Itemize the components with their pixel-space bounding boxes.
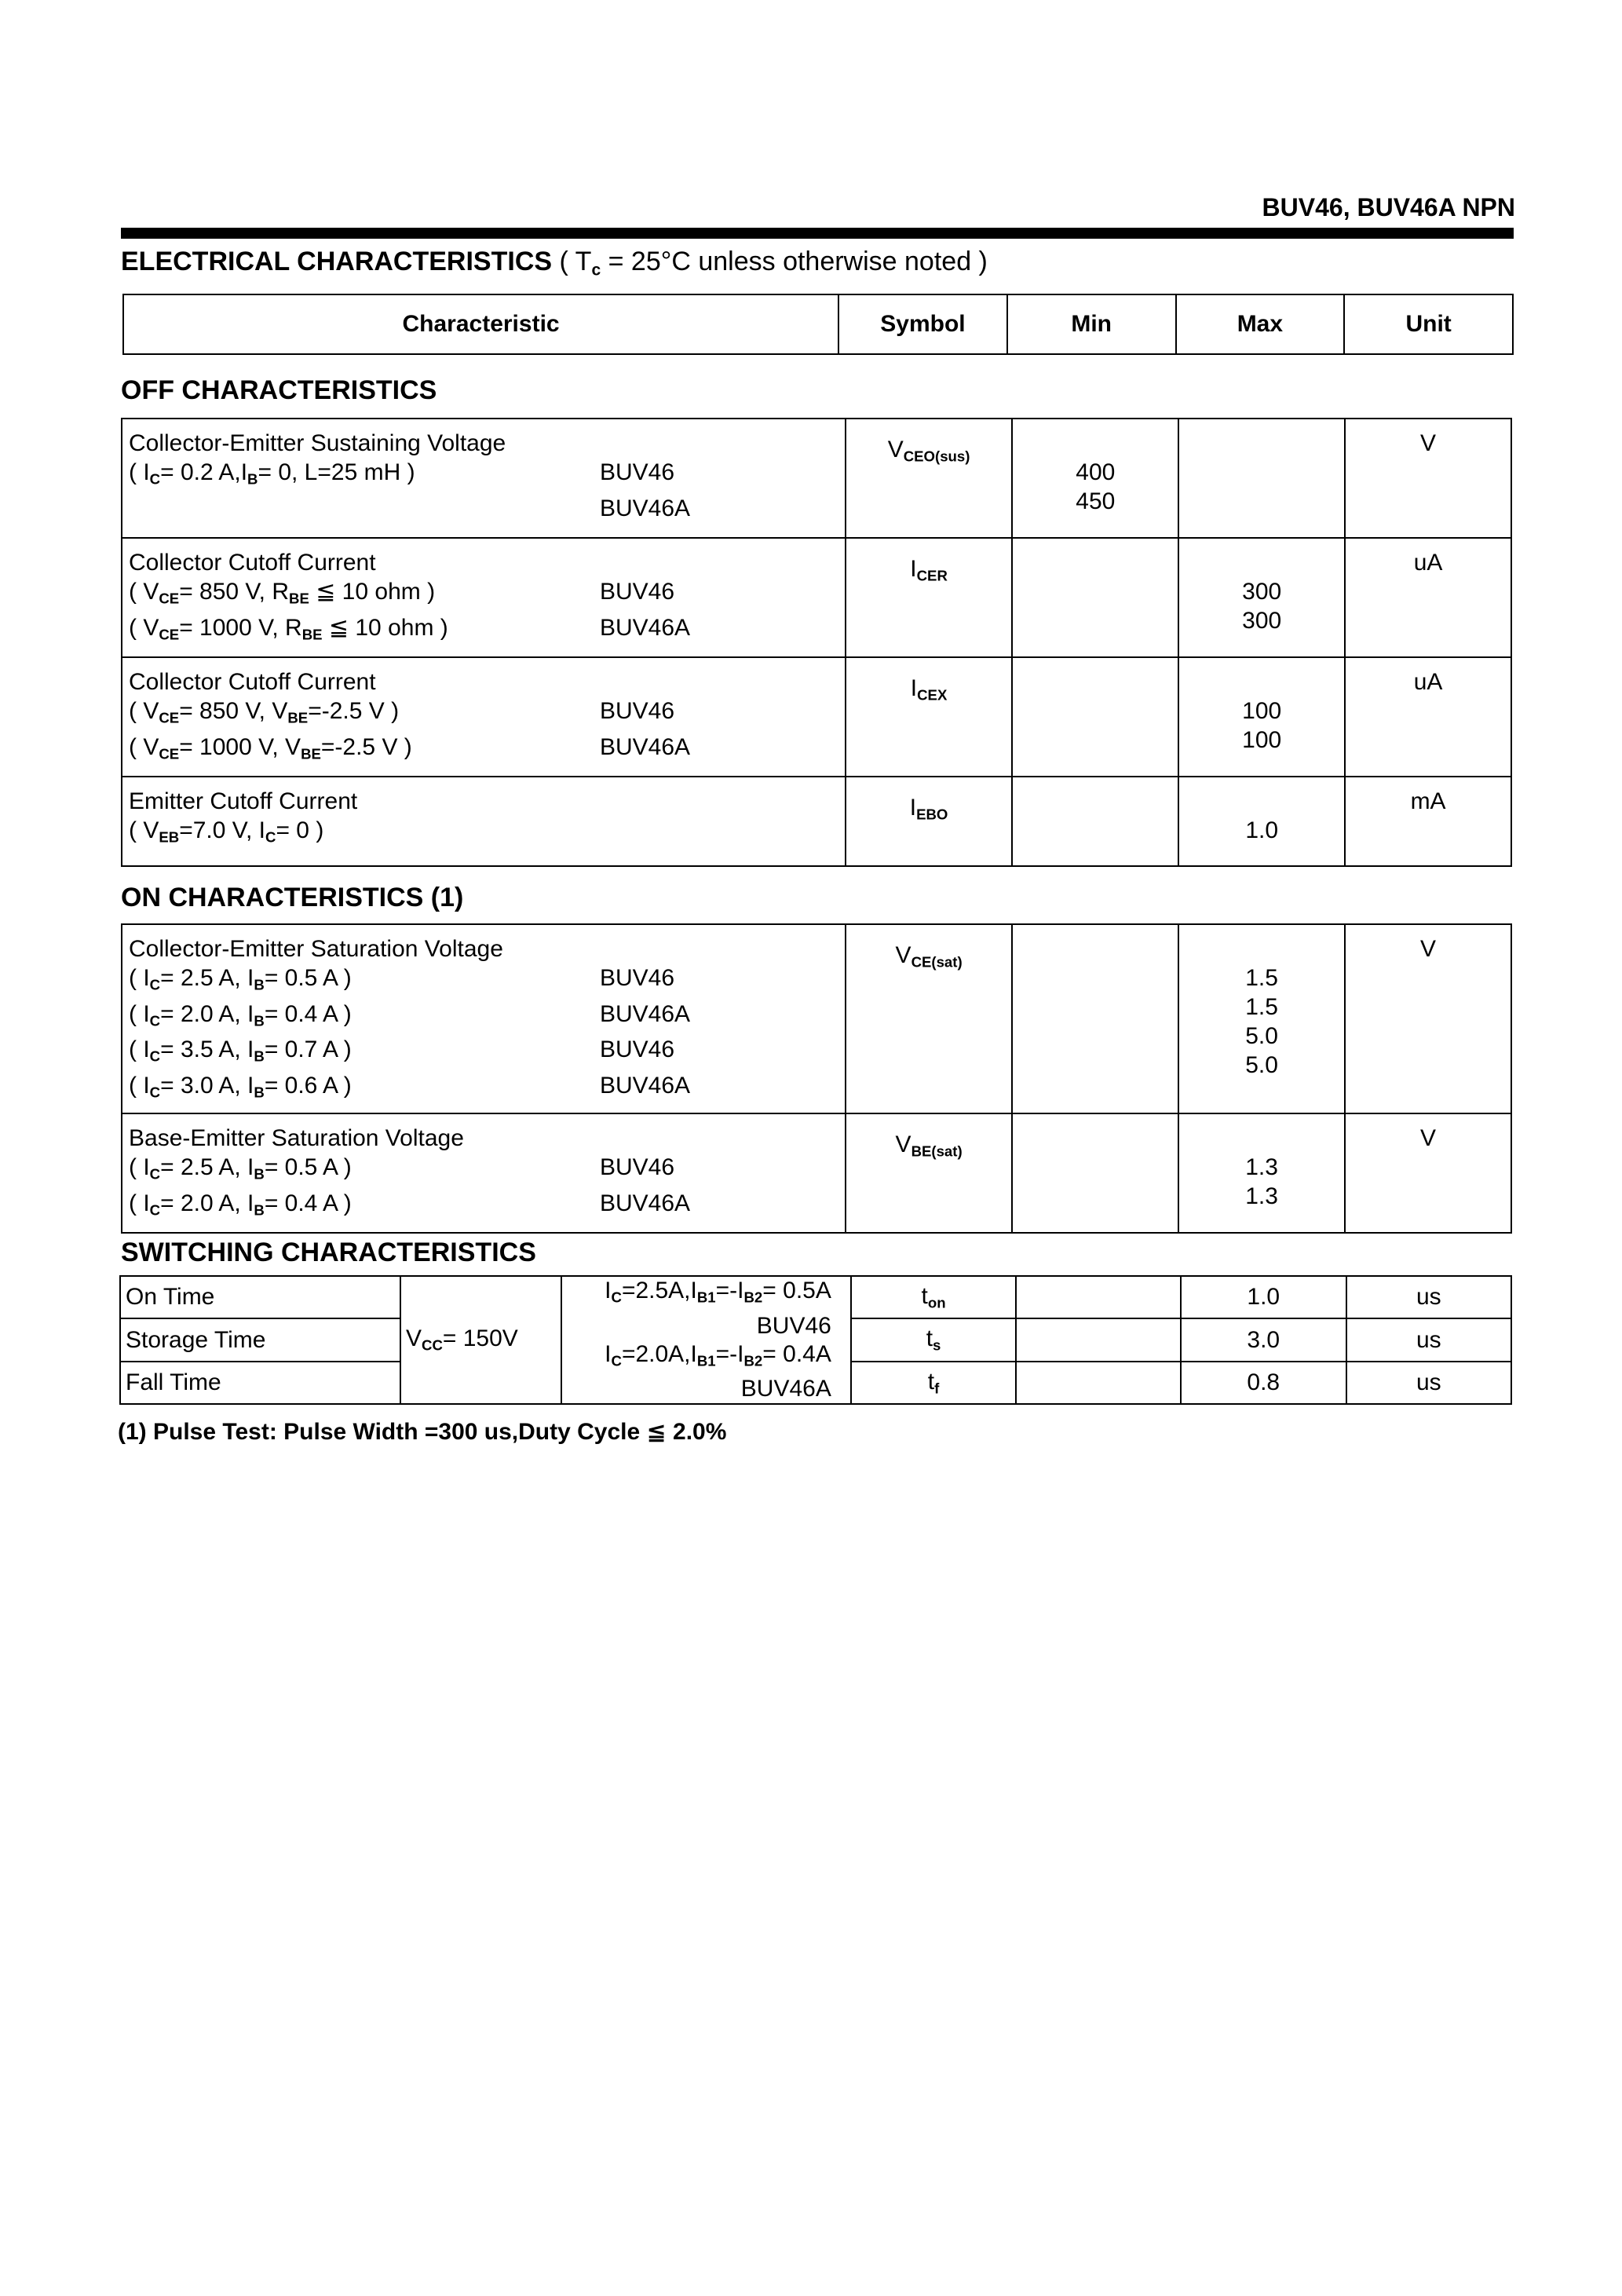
char-condition: ( $I_C= 0.2$ $A,I_B= 0$, L=25 mH ) — [129, 459, 415, 488]
electrical-characteristics-title — [121, 247, 988, 280]
off-characteristics-title: OFF CHARACTERISTICS — [121, 375, 437, 405]
char-version: BUV46A — [600, 1000, 691, 1027]
max-cell: 300 300 — [1178, 538, 1345, 657]
min-cell — [1016, 1318, 1181, 1361]
unit-cell: mA — [1345, 777, 1511, 866]
min-cell — [1012, 924, 1178, 1113]
min-cell — [1016, 1362, 1181, 1404]
max-cell: 1.3 1.3 — [1178, 1113, 1345, 1233]
unit-cell: V — [1345, 924, 1511, 1113]
char-name: Collector Cutoff Current — [129, 550, 376, 576]
section-title: ELECTRICAL CHARACTERISTICS — [121, 247, 553, 276]
symbol-cell: $I_{CEX}$ — [846, 657, 1013, 777]
char-version: BUV46A — [600, 1190, 691, 1216]
char-condition: ( $I_C= 3.5$ A, $I_B= 0.7$ A ) — [129, 1036, 352, 1065]
char-name: Collector Cutoff Current — [129, 669, 376, 695]
header-table — [122, 294, 1514, 355]
char-condition: ( $I_C= 2.0$ A, $I_B= 0.4$ A ) — [129, 1000, 352, 1029]
switch-name: Fall Time — [120, 1362, 400, 1404]
switching-characteristics-title: SWITCHING CHARACTERISTICS — [121, 1238, 536, 1267]
table-row — [122, 777, 1511, 866]
char-condition: ( $I_C= 2.5$ A, $I_B= 0.5$ A ) — [129, 965, 352, 993]
switching-table — [119, 1275, 1512, 1405]
max-cell — [1178, 419, 1345, 538]
footnote: (1) Pulse Test: Pulse Width =300 us,Duty Cycle ≦ 2.0% — [118, 1419, 727, 1445]
min-cell — [1012, 538, 1178, 657]
unit-cell: uA — [1345, 657, 1511, 777]
char-name: Emitter Cutoff Current — [129, 788, 358, 814]
col-characteristic: Characteristic — [123, 294, 838, 354]
table-row — [122, 538, 1511, 657]
symbol-cell: $t_f$ — [851, 1362, 1016, 1404]
col-unit: Unit — [1344, 294, 1513, 354]
symbol-cell: $V_{CEO(sus)}$ — [846, 419, 1013, 538]
unit-cell: V — [1345, 419, 1511, 538]
unit-cell: V — [1345, 1113, 1511, 1233]
condition-text: ( $T_c = 25^\circ C$ unless otherwise noted ) — [559, 247, 988, 280]
unit-cell: us — [1346, 1276, 1511, 1318]
max-cell: 1.0 — [1181, 1276, 1346, 1318]
switch-condition: $I_C=2.5A,I_{B1}=-I_{B2}= 0.5A$ — [605, 1278, 831, 1306]
char-condition: ( $V_{CE}= 1000$ V, $V_{BE}=-2.5$ V ) — [129, 733, 412, 762]
char-version: BUV46A — [600, 614, 691, 641]
char-version: BUV46 — [600, 965, 675, 991]
min-cell — [1016, 1276, 1181, 1318]
part-title: BUV46, BUV46A NPN — [1262, 193, 1515, 221]
unit-cell: us — [1346, 1362, 1511, 1404]
table-row — [122, 419, 1511, 538]
table-row — [122, 1113, 1511, 1233]
col-symbol: Symbol — [838, 294, 1007, 354]
on-table — [121, 923, 1512, 1234]
off-table — [121, 418, 1512, 867]
table-row — [122, 924, 1511, 1113]
char-version: BUV46 — [600, 1036, 675, 1063]
char-version: BUV46A — [600, 1072, 691, 1099]
symbol-cell: $t_s$ — [851, 1318, 1016, 1361]
symbol-cell: $I_{EBO}$ — [846, 777, 1013, 866]
char-name: Base-Emitter Saturation Voltage — [129, 1125, 464, 1152]
char-condition: ( $I_C= 2.5$ A, $I_B= 0.5$ A ) — [129, 1154, 352, 1183]
unit-cell: uA — [1345, 538, 1511, 657]
min-cell — [1012, 657, 1178, 777]
min-cell — [1012, 1113, 1178, 1233]
char-version: BUV46A — [600, 733, 691, 760]
min-cell — [1012, 777, 1178, 866]
char-version: BUV46 — [600, 459, 675, 485]
table-row — [122, 657, 1511, 777]
unit-cell: us — [1346, 1318, 1511, 1361]
char-condition: ( $V_{CE}= 850$ V, $V_{BE}=-2.5$ V ) — [129, 698, 400, 726]
symbol-cell: $V_{CE(sat)}$ — [846, 924, 1013, 1113]
max-cell: 3.0 — [1181, 1318, 1346, 1361]
symbol-cell: $I_{CER}$ — [846, 538, 1013, 657]
char-version: BUV46 — [600, 1154, 675, 1181]
table-row — [120, 1276, 1511, 1318]
on-characteristics-title: ON CHARACTERISTICS (1) — [121, 883, 464, 912]
max-cell: 1.0 — [1178, 777, 1345, 866]
vcc-cell: $V_{CC}= 150V$ — [400, 1276, 561, 1404]
char-condition: ( $V_{EB}=7.0$ V, $I_C= 0$ ) — [129, 817, 324, 846]
char-name: Collector-Emitter Sustaining Voltage — [129, 430, 506, 456]
char-version: BUV46 — [600, 579, 675, 605]
char-version: BUV46A — [600, 495, 691, 521]
max-cell: 0.8 — [1181, 1362, 1346, 1404]
col-min: Min — [1007, 294, 1176, 354]
symbol-cell: $t_{on}$ — [851, 1276, 1016, 1318]
switch-condition: $I_C=2.0A,I_{B1}=-I_{B2}= 0.4A$ — [605, 1340, 831, 1369]
max-cell: 100 100 — [1178, 657, 1345, 777]
col-max: Max — [1176, 294, 1345, 354]
char-condition: ( $V_{CE}= 1000$ V, $R_{BE}$ ≦ 10 ohm ) — [129, 614, 448, 643]
char-condition: ( $I_C= 3.0$ A, $I_B= 0.6$ A ) — [129, 1072, 352, 1101]
switch-name: Storage Time — [120, 1318, 400, 1361]
header-rule — [121, 228, 1514, 239]
char-name: Collector-Emitter Saturation Voltage — [129, 936, 503, 962]
max-cell: 1.5 1.5 5.0 5.0 — [1178, 924, 1345, 1113]
char-condition: ( $V_{CE}= 850$ V, $R_{BE}$ ≦ 10 ohm ) — [129, 579, 436, 607]
char-condition: ( $I_C= 2.0$ A, $I_B= 0.4$ A ) — [129, 1190, 352, 1219]
min-cell: 400 450 — [1012, 419, 1178, 538]
switch-conditions: $I_C=2.5A,I_{B1}=-I_{B2}= 0.5A$ BUV46 $I_C=2.0A,I_{B1}=-I_{B2}= 0.4A$ BUV46A — [561, 1276, 850, 1404]
symbol-cell: $V_{BE(sat)}$ — [846, 1113, 1013, 1233]
char-version: BUV46 — [600, 698, 675, 724]
switch-name: On Time — [120, 1276, 400, 1318]
